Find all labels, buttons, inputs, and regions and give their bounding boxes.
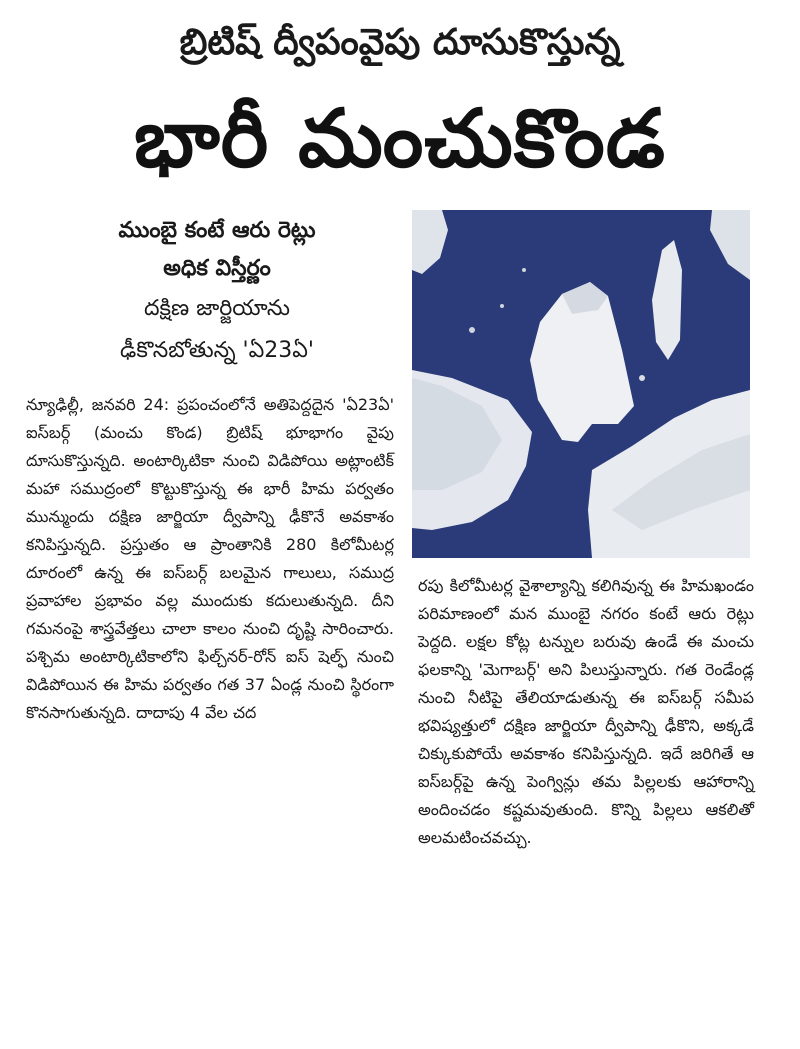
subhead-line: అధిక విస్తీర్ణం [163, 256, 271, 281]
headline-kicker: బ్రిటిష్ ద్వీపంవైపు దూసుకొస్తున్న [179, 22, 621, 63]
subhead-line: దక్షిణ జార్జియాను [144, 296, 290, 321]
article-paragraph: రపు కిలోమీటర్ల వైశాల్యాన్ని కలిగివున్న ఈ హిమఖండం పరిమాణంలో మన ముంబై నగరం కంటే ఆరు రెట్లు పెద్దది. లక్షల కోట్ల టన్నుల బరువు ఉండే ఈ మంచు ఫలకాన్ని 'మెగాబర్గ్' అని పిలుస్తున్నారు. గత రెండేండ్ల నుంచి నీటిపై తేలియాడుతున్న ఈ ఐస్‌బర్గ్ సమీప భవిష్యత్తులో దక్షిణ జార్జియా ద్వీపాన్ని ఢీకొని, అక్కడే చిక్కుకుపోయే అవకాశం కనిపిస్తున్నది. ఇదే జరిగితే ఆ ఐస్‌బర్గ్‌పై ఉన్న పెంగ్విన్లు తమ పిల్లలకు ఆహారాన్ని అందించడం కష్టమవుతుంది. కొన్ని పిల్లలు ఆకలితో అలమటించవచ్చు. [418, 576, 754, 847]
article-paragraph: న్యూఢిల్లీ, జనవరి 24: ప్రపంచంలోనే అతిపెద్దదైన 'ఏ23ఏ' ఐస్‌బర్గ్ (మంచు కొండ) బ్రిటిష్ భూభాగం వైపు దూసుకొస్తున్నది. అంటార్కిటికా నుంచి విడిపోయి అట్లాంటిక్ మహా సముద్రంలో కొట్టుకొస్తున్న ఈ భారీ హిమ పర్వతం మున్ముందు దక్షిణ జార్జియా ద్వీపాన్ని ఢీకొనే అవకాశం కనిపిస్తున్నది. ప్రస్తుతం ఆ ప్రాంతానికి 280 కిలోమీటర్ల దూరంలో ఉన్న ఈ ఐస్‌బర్గ్ బలమైన గాలులు, సముద్ర ప్రవాహాల ప్రభావం వల్ల ముందుకు కదులుతున్నది. దీని గమనంపై శాస్త్రవేత్తలు చాలా కాలం నుంచి దృష్టి సారించారు. పశ్చిమ అంటార్కిటికాలోని ఫిల్చ్‌నర్-రోన్ ఐస్ షెల్ఫ్ నుంచి విడిపోయిన ఈ హిమ పర్వతం గత 37 ఏండ్ల నుంచి స్థిరంగా కొనసాగుతున్నది. దాదాపు 4 వేల చద [26, 395, 394, 722]
subhead-block [32, 212, 402, 372]
article-body-column-left [26, 391, 394, 727]
headline: భారీ మంచుకొండ [134, 92, 666, 185]
article-body-column-right [418, 572, 754, 852]
subhead-line: ముంబై కంటే ఆరు రెట్లు [118, 218, 316, 243]
subhead-line: ఢీకొనబోతున్న 'ఏ23ఏ' [120, 338, 314, 363]
satellite-iceberg-photo [412, 210, 750, 558]
